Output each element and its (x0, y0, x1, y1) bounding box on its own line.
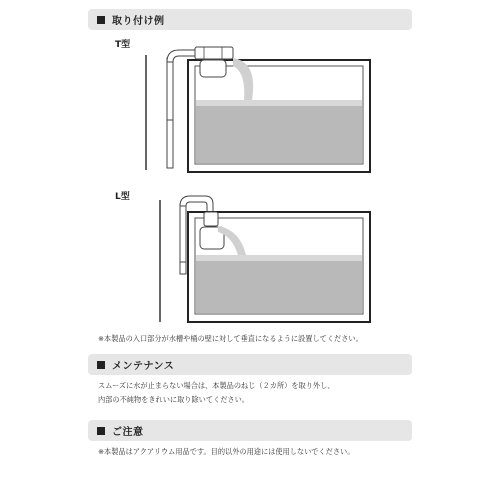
t-type-diagram (146, 47, 370, 172)
section-title: メンテナンス (112, 361, 175, 372)
bullet-square-icon (97, 427, 105, 435)
maintenance-text-line1: スムーズに水が止まらない場合は、本製品のねじ（２カ所）を取り外し、 (98, 381, 335, 390)
section-title: ご注意 (112, 427, 144, 438)
t-type-label: T型 (115, 40, 131, 50)
l-type-diagram (160, 196, 370, 322)
l-type-label: L型 (115, 192, 130, 202)
bullet-square-icon (97, 361, 105, 369)
caution-text: ※本製品はアクアリウム用品です。目的以外の用途には使用しないでください。 (98, 447, 355, 456)
installation-note: ※本製品の入口部分が水槽や桶の壁に対して垂直になるように設置してください。 (98, 334, 363, 343)
section-title: 取り付け例 (112, 16, 165, 27)
section-header-maintenance (88, 354, 412, 375)
maintenance-text-line2: 内部の不純物をきれいに取り除いてください。 (98, 395, 249, 404)
section-header-caution (88, 420, 412, 441)
